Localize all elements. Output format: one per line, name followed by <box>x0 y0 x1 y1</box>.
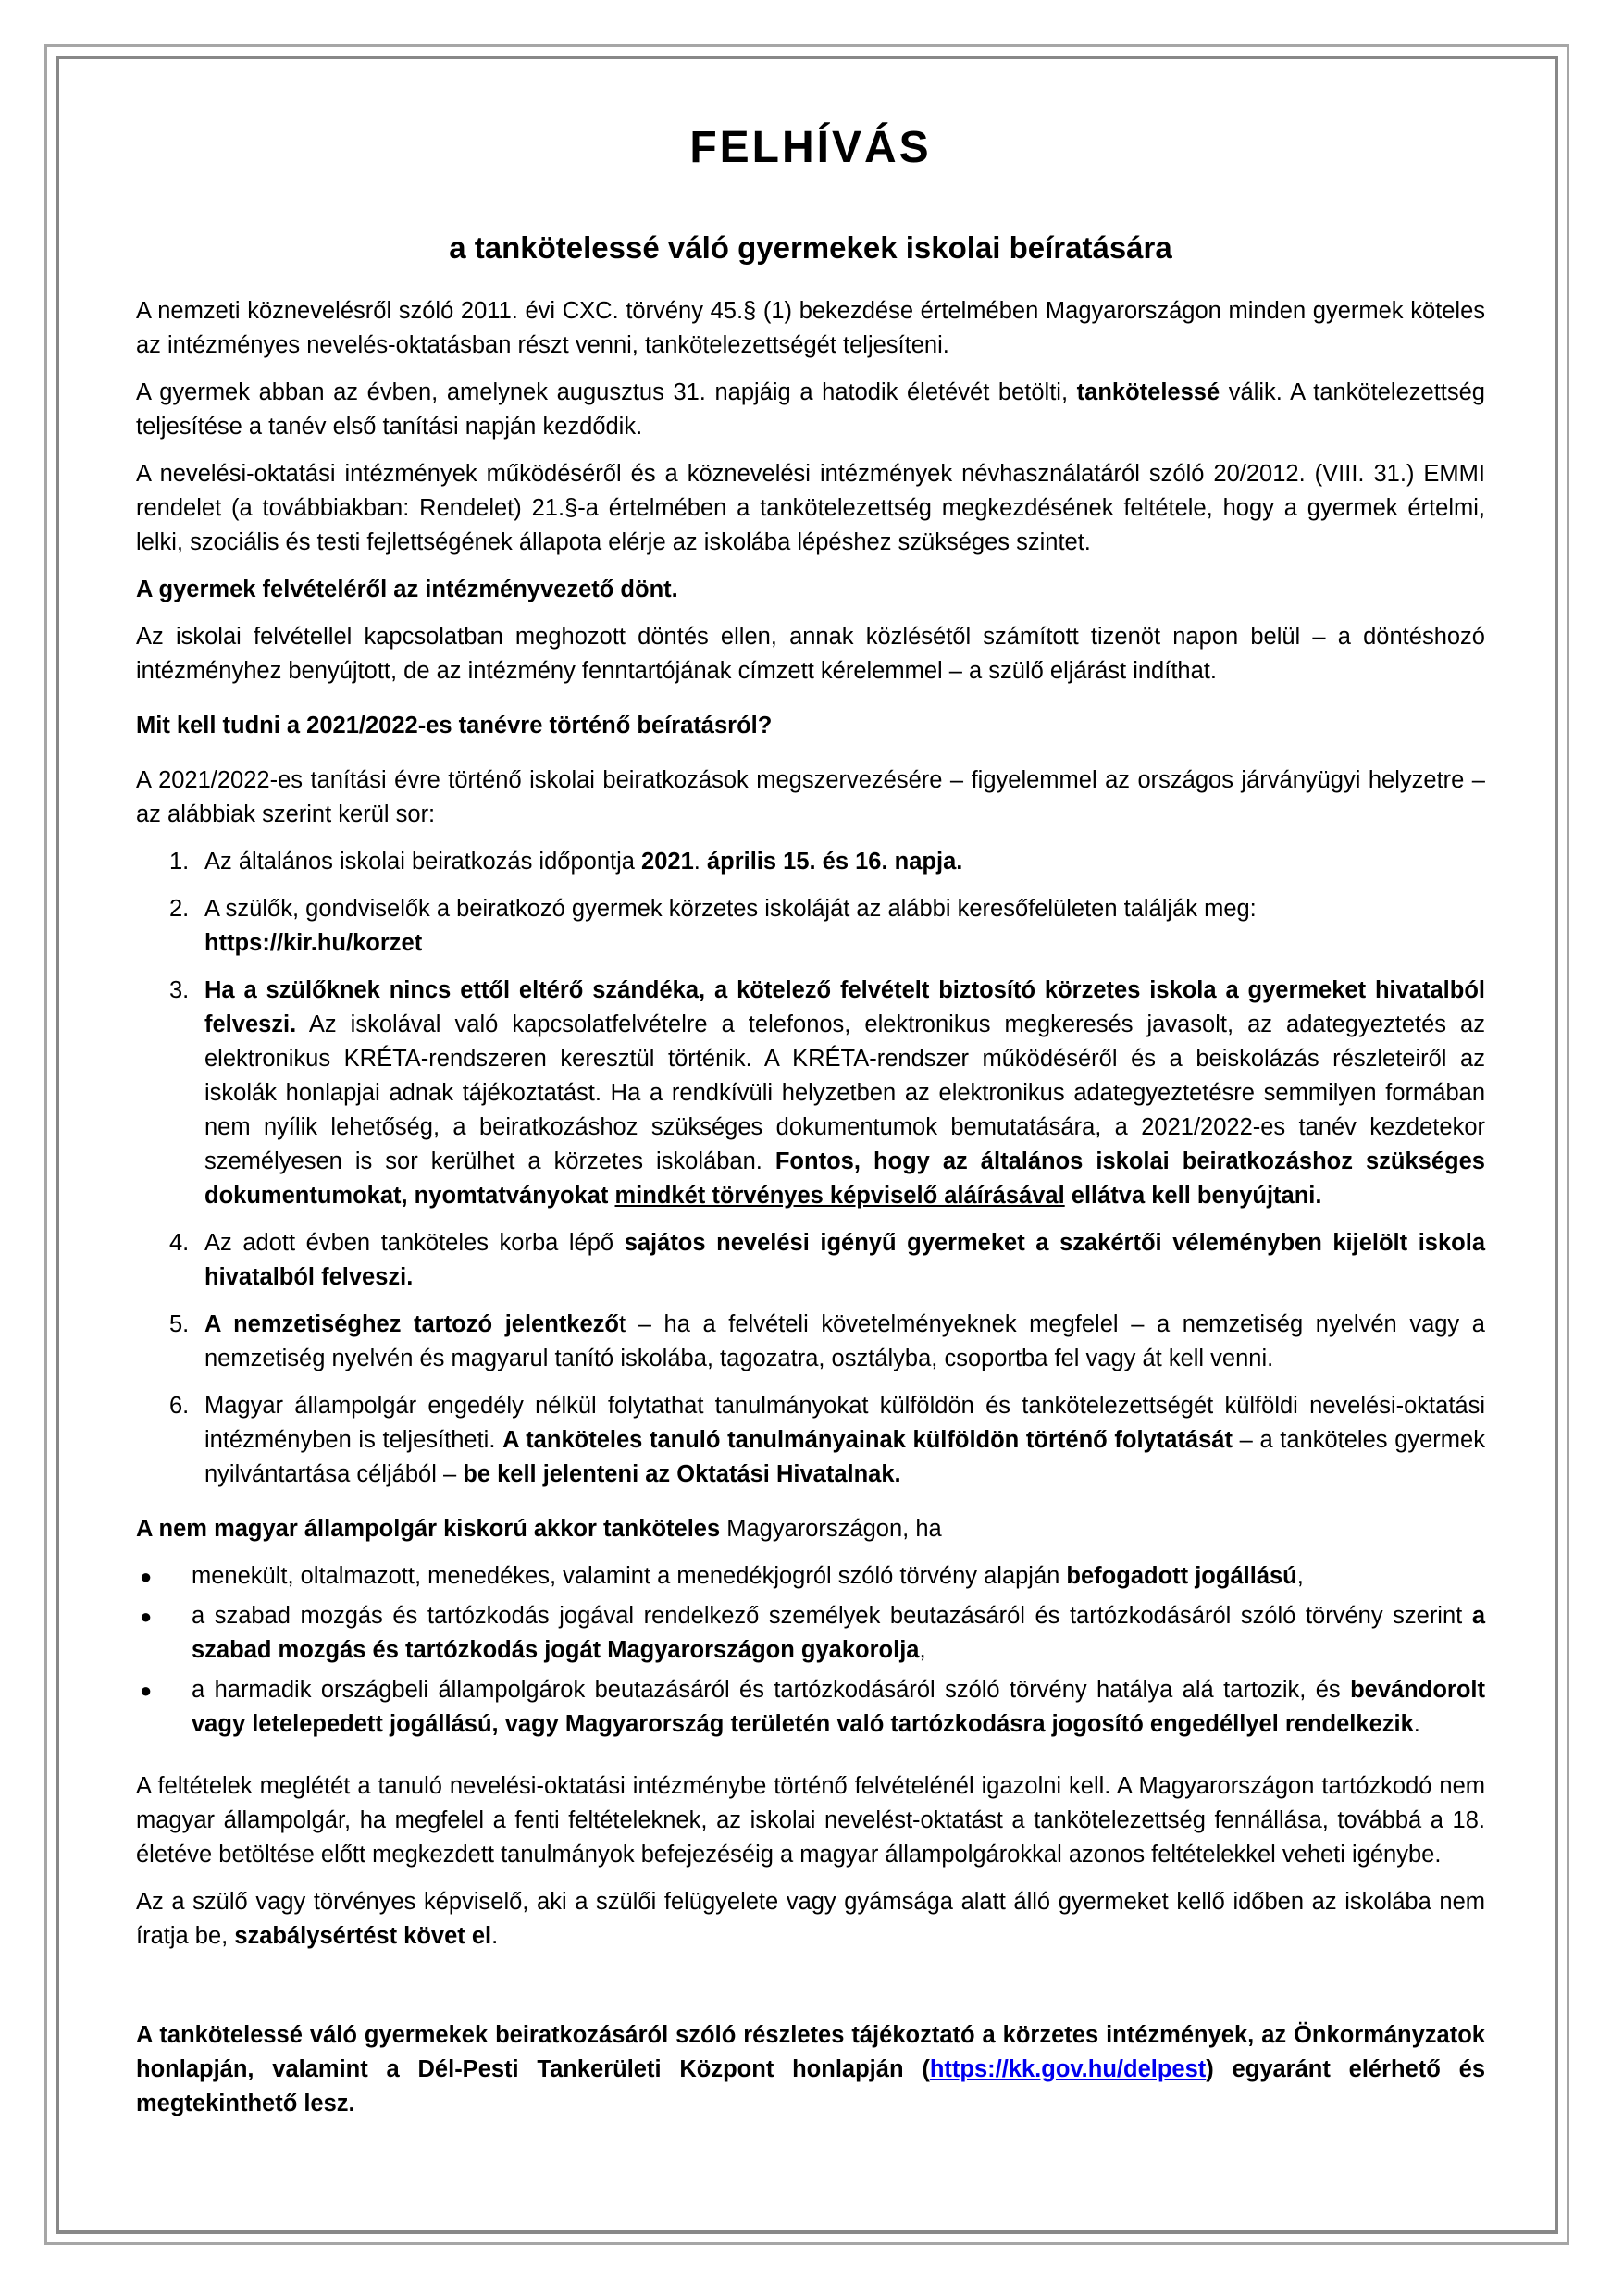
document-subtitle: a tankötelessé váló gyermekek iskolai beíratására <box>449 230 1172 265</box>
bullet-item-1: ● menekült, oltalmazott, menedékes, valamint a menedékjogról szóló törvény alapján befogadott jogállású, <box>136 1559 1485 1594</box>
bullet-icon: ● <box>140 1565 153 1588</box>
list-item-5: 5. A nemzetiséghez tartozó jelentkezőt – ha a felvételi követelményeknek megfelel – a nemzetiség nyelvén vagy a nemzetiség nyelvén és magyarul tanító iskolába, tagozatra, osztályba, csoportba fel vagy át kell venni. <box>169 1311 1485 1371</box>
closing-paragraph-1: A feltételek meglétét a tanuló nevelési-oktatási intézménybe történő felvételénél igazolni kell. A Magyarországon tartózkodó nem magyar állampolgár, ha megfelel a fenti feltételeknek, az iskolai nevelést-oktatást a tankötelezettség fennállása, továbbá a 18. életéve betöltése előtt megkezdett tanulmányok befejezéséig a magyar állampolgárokkal azonos feltételekkel veheti igénybe. <box>136 1773 1485 1868</box>
list-item-1: 1. Az általános iskolai beiratkozás időpontja 2021. április 15. és 16. napja. <box>169 849 963 875</box>
list-item-6: 6. Magyar állampolgár engedély nélkül folytathat tanulmányokat külföldön és tankötelezettségét külföldi nevelési-oktatási intézményben is teljesítheti. A tanköteles tanuló tanulmányainak külföldön történő folytatását – a tanköteles gyermek nyilvántartása céljából – be kell jelenteni az Oktatási Hivatalnak. <box>169 1393 1485 1487</box>
list-item-4: 4. Az adott évben tanköteles korba lépő sajátos nevelési igényű gyermeket a szakértői véleményben kijelölt iskola hivatalból felveszi. <box>169 1230 1486 1290</box>
list-item-3: 3. Ha a szülőknek nincs ettől eltérő szándéka, a kötelező felvételt biztosító körzetes iskola a gyermeket hivatalból felveszi. Az iskolával való kapcsolatfelvételre a telefonos, elektronikus megkeresés javasolt, az adategyeztetés az elektronikus KRÉTA-rendszeren keresztül történik. A KRÉTA-rendszer működéséről és a beiskolázás részleteiről az iskolák honlapjai adnak tájékoztatást. Ha a rendkívüli helyzetben az elektronikus adategyeztetésre semmilyen formában nem nyílik lehetőség, a beiratkozáshoz szükséges dokumentumok bemutatására, a 2021/2022-es tanév kezdetekor személyesen is sor kerülhet a körzetes iskolában. Fontos, hogy az általános iskolai beiratkozáshoz szükséges dokumentumokat, nyomtatványokat mindkét törvényes képviselő aláírásával ellátva kell benyújtani. <box>169 977 1485 1209</box>
intro-paragraph-2: A gyermek abban az évben, amelynek augusztus 31. napjáig a hatodik életévét betölti, tankötelessé válik. A tankötelezettség teljesítése a tanév első tanítási napján kezdődik. <box>136 379 1485 440</box>
kir-korzet-url: https://kir.hu/korzet <box>204 930 423 956</box>
final-notice: A tankötelessé váló gyermekek beiratkozásáról szóló részletes tájékoztató a körzetes intézmények, az Önkormányzatok honlapján, valamint a Dél-Pesti Tankerületi Központ honlapján (https://kk.gov.hu/delpest) egyaránt elérhető és megtekinthető lesz. <box>136 2022 1485 2116</box>
intro-paragraph-1: A nemzeti köznevelésről szóló 2011. évi CXC. törvény 45.§ (1) bekezdése értelmében Magyarországon minden gyermek köteles az intézményes nevelés-oktatásban részt venni, tankötelezettségét teljesíteni. <box>136 298 1485 358</box>
intro-paragraph-4: A gyermek felvételéről az intézményvezető dönt. <box>136 577 678 602</box>
section-lead: A 2021/2022-es tanítási évre történő iskolai beiratkozások megszervezésére – figyelemmel az országos járványügyi helyzetre – az alábbiak szerint kerül sor: <box>136 767 1485 827</box>
bullet-item-2: ● a szabad mozgás és tartózkodás jogával rendelkező személyek beutazásáról és tartózkodásáról szóló törvény szerint a szabad mozgás és tartózkodás jogát Magyarországon gyakorolja, <box>136 1599 1485 1668</box>
intro-paragraph-3: A nevelési-oktatási intézmények működéséről és a köznevelési intézmények névhasználatáról szóló 20/2012. (VIII. 31.) EMMI rendelet (a továbbiakban: Rendelet) 21.§-a értelmében a tankötelezettség megkezdésének feltétele, hogy a gyermek értelmi, lelki, szociális és testi fejlettségének állapota elérje az iskolába lépéshez szükséges szintet. <box>136 461 1485 555</box>
numbered-list <box>136 845 1485 1492</box>
bullet-icon: ● <box>140 1679 153 1702</box>
bullet-icon: ● <box>140 1605 153 1628</box>
intro-paragraph-5: Az iskolai felvétellel kapcsolatban meghozott döntés ellen, annak közlésétől számított tizenöt napon belül – a döntéshozó intézményhez benyújtott, de az intézmény fenntartójának címzett kérelemmel – a szülő eljárást indíthat. <box>136 624 1485 684</box>
document-body <box>136 102 1485 2121</box>
delpest-link[interactable]: https://kk.gov.hu/delpest <box>929 2056 1207 2082</box>
foreign-lead: A nem magyar állampolgár kiskorú akkor tanköteles Magyarországon, ha <box>136 1516 942 1542</box>
section-heading: Mit kell tudni a 2021/2022-es tanévre történő beíratásról? <box>136 713 773 738</box>
bullet-list <box>136 1559 1485 1742</box>
list-item-2: 2. A szülők, gondviselők a beiratkozó gyermek körzetes iskoláját az alábbi keresőfelületen találják meg: https://kir.hu/korzet <box>169 896 1257 956</box>
closing-paragraph-2: Az a szülő vagy törvényes képviselő, aki a szülői felügyelete vagy gyámsága alatt álló gyermeket kellő időben az iskolába nem íratja be, szabálysértést követ el. <box>136 1889 1485 1949</box>
document-title: FELHÍVÁS <box>689 123 932 172</box>
bullet-item-3: ● a harmadik országbeli állampolgárok beutazásáról és tartózkodásáról szóló törvény hatálya alá tartozik, és bevándorolt vagy letelepedett jogállású, vagy Magyarország területén való tartózkodásra jogosító engedéllyel rendelkezik. <box>136 1673 1485 1742</box>
